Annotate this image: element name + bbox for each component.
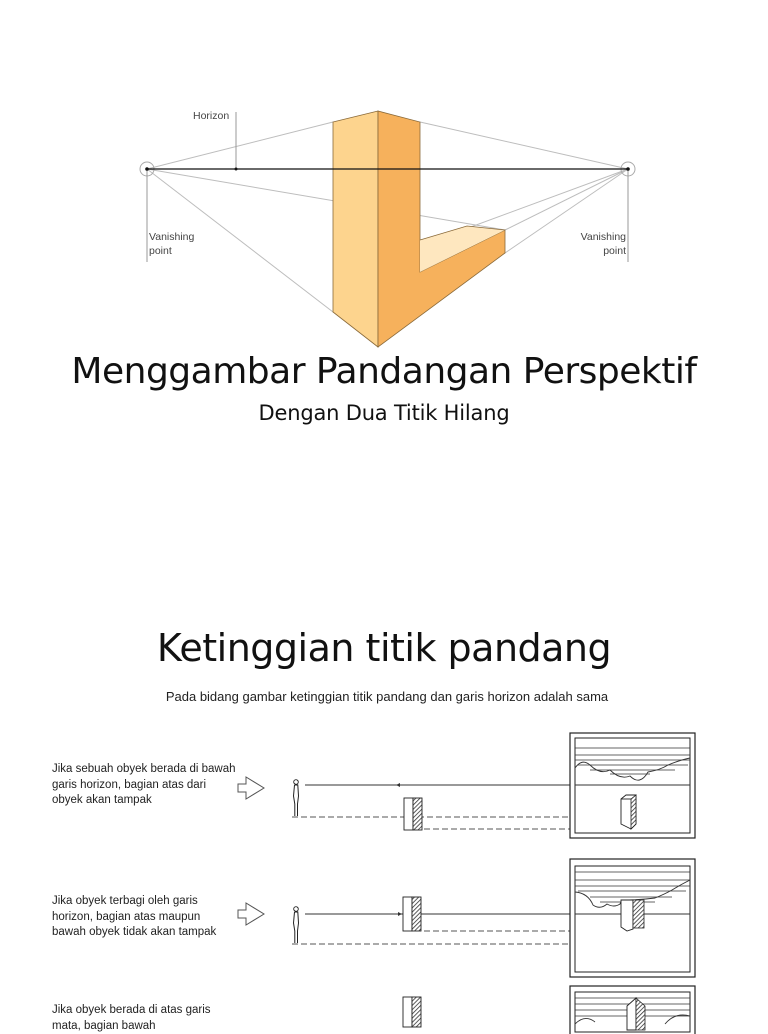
slide-2-title: Ketinggian titik pandang bbox=[156, 626, 612, 670]
slide-2-subtitle: Pada bidang gambar ketinggian titik pandang dan garis horizon adalah sama bbox=[165, 689, 609, 704]
row-3-illustration bbox=[403, 986, 695, 1034]
arrow-right-icon bbox=[238, 777, 264, 799]
row-1-description: Jika sebuah obyek berada di bawah garis horizon, bagian atas dari obyek akan tampak bbox=[52, 763, 236, 806]
horizon-label: Horizon bbox=[193, 110, 230, 122]
viewer-figure bbox=[294, 780, 299, 816]
slide-1-subtitle: Dengan Dua Titik Hilang bbox=[258, 401, 510, 425]
vanishing-point-right-label: Vanishing point bbox=[580, 231, 626, 257]
arrow-right-icon bbox=[238, 903, 264, 925]
vanishing-point-left-label: Vanishing point bbox=[149, 231, 195, 257]
slide-1-title: Menggambar Pandangan Perspektif bbox=[71, 351, 697, 392]
row-3-description: Jika obyek berada di atas garis mata, bagian bawah bbox=[52, 1004, 211, 1032]
row-2-illustration bbox=[238, 859, 695, 977]
row-1-illustration bbox=[238, 733, 695, 838]
viewer-figure bbox=[294, 907, 299, 943]
row-2-description: Jika obyek terbagi oleh garis horizon, bagian atas maupun bawah obyek tidak akan tampak bbox=[52, 895, 217, 938]
